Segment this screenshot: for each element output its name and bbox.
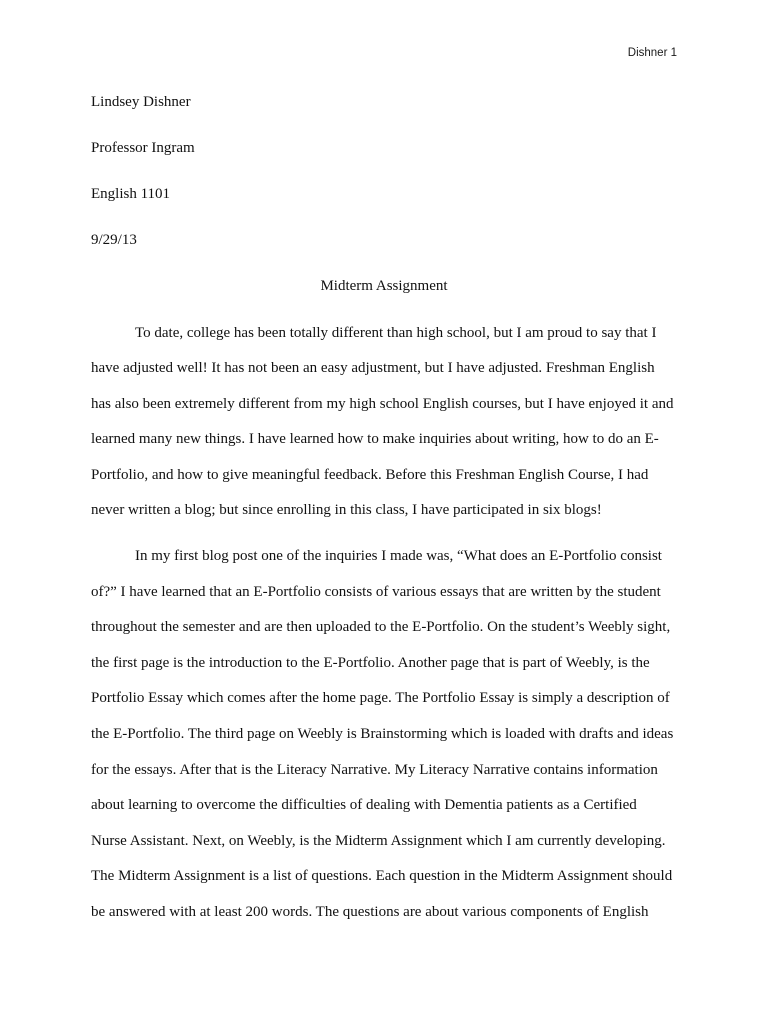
course-name: English 1101 bbox=[91, 186, 171, 202]
document-title: Midterm Assignment bbox=[320, 278, 448, 294]
paragraph-line: for the essays. After that is the Literacy Narrative. My Literacy Narrative contains information bbox=[91, 762, 658, 778]
paragraph-line: has also been extremely different from my high school English courses, but I have enjoyed it and bbox=[91, 396, 674, 412]
paragraph-line: Portfolio Essay which comes after the home page. The Portfolio Essay is simply a description of bbox=[91, 690, 670, 706]
professor-name: Professor Ingram bbox=[91, 140, 195, 156]
paragraph-line: be answered with at least 200 words. The questions are about various components of English bbox=[91, 904, 649, 920]
paragraph-line: throughout the semester and are then uploaded to the E-Portfolio. On the student’s Weebly sight, bbox=[91, 619, 671, 635]
paragraph-line: The Midterm Assignment is a list of questions. Each question in the Midterm Assignment should bbox=[91, 868, 673, 884]
paragraph-line: Nurse Assistant. Next, on Weebly, is the Midterm Assignment which I am currently developing. bbox=[91, 833, 666, 849]
paragraph-line: To date, college has been totally different than high school, but I am proud to say that I bbox=[135, 325, 657, 341]
paragraph-line: never written a blog; but since enrolling in this class, I have participated in six blogs! bbox=[91, 502, 602, 518]
document-date: 9/29/13 bbox=[91, 232, 137, 248]
paragraph-line: have adjusted well! It has not been an easy adjustment, but I have adjusted. Freshman English bbox=[91, 360, 655, 376]
paragraph-line: learned many new things. I have learned how to make inquiries about writing, how to do an E- bbox=[91, 431, 659, 447]
paragraph-line: the first page is the introduction to the E-Portfolio. Another page that is part of Weebly, is the bbox=[91, 655, 650, 671]
paragraph-line: In my first blog post one of the inquiries I made was, “What does an E-Portfolio consist bbox=[135, 548, 662, 564]
paragraph-line: the E-Portfolio. The third page on Weebly is Brainstorming which is loaded with drafts and ideas bbox=[91, 726, 674, 742]
page-header-label: Dishner 1 bbox=[627, 47, 677, 59]
paragraph-line: about learning to overcome the difficulties of dealing with Dementia patients as a Certified bbox=[91, 797, 637, 813]
paragraph-line: of?” I have learned that an E-Portfolio consists of various essays that are written by the student bbox=[91, 584, 661, 600]
author-name: Lindsey Dishner bbox=[91, 94, 191, 110]
paragraph-line: Portfolio, and how to give meaningful feedback. Before this Freshman English Course, I had bbox=[91, 467, 649, 483]
